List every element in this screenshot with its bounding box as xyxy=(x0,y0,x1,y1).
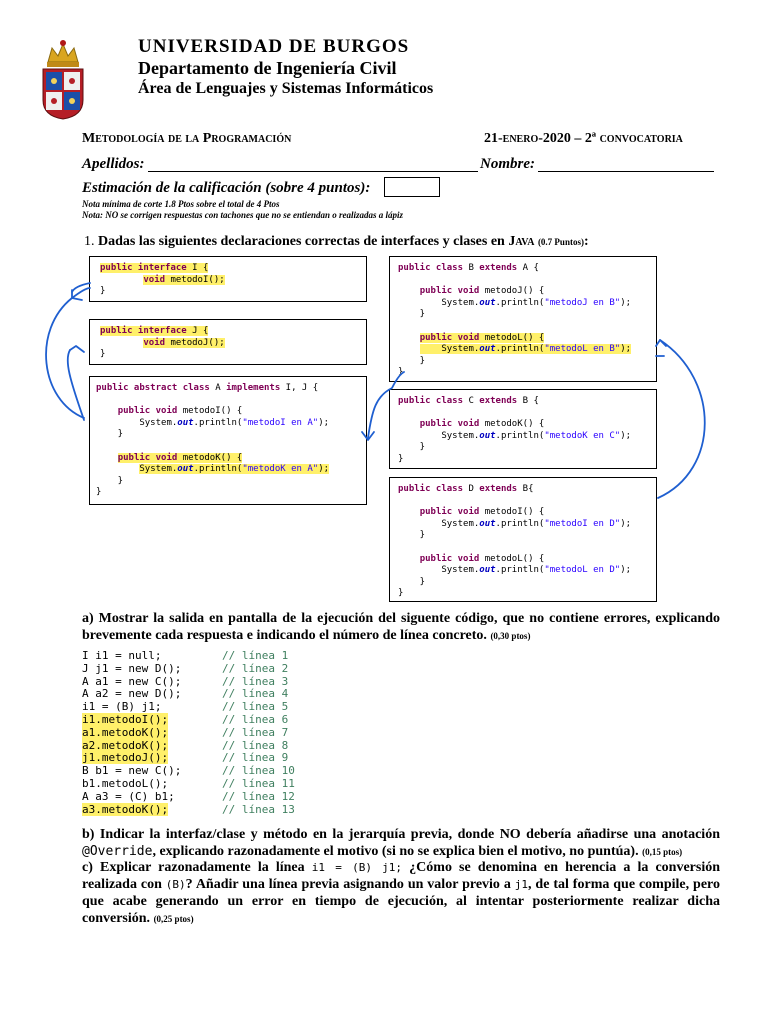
listing-line-1: I i1 = null; // línea 1 xyxy=(82,649,289,662)
listing-line-12: A a3 = (C) b1; // línea 12 xyxy=(82,789,295,803)
exam-date: 21-enero-2020 – 2ª convocatoria xyxy=(484,131,683,146)
listing-line-5: i1 = (B) j1; // línea 5 xyxy=(82,700,289,714)
part-c-statement: c) Explicar razonadamente la línea i1 = (B) j1; ¿Cómo se denomina en herencia a la conversión realizada con (B)? Añadir una línea previa asignando un valor previo a j1, de tal forma que compile, pero que acabe generando un error en tiempo de ejecución, al intentar posteriormente realizar dicha conversión. (0,25 ptos) xyxy=(82,860,721,926)
subject-title: Metodología de la Programación xyxy=(82,131,292,146)
part-b-statement: b) Indicar la interfaz/clase y método en la jerarquía previa, donde NO debería añadirse una anotación @Override, explicando razonadamente el motivo (si no se explica bien el motivo, no puntúa). (0,15 ptos) xyxy=(82,827,720,859)
code-box-interface-i: public interface I { void metodoI(); } xyxy=(89,256,367,302)
code-listing xyxy=(82,650,295,816)
code-box-class-b: public class B extends A { public void metodoJ() { System.out.println("metodoJ en B"); } public void metodoL() { System.out.println("metodoL en B"); } } xyxy=(389,256,657,382)
question-text: Dadas las siguientes declaraciones correctas de interfaces y clases en xyxy=(98,234,505,249)
listing-line-13: a3.metodoK(); // línea 13 xyxy=(82,802,295,816)
code-box-class-c: public class C extends B { public void metodoK() { System.out.println("metodoK en C"); } } xyxy=(389,389,657,469)
question-1-statement: 1. Dadas las siguientes declaraciones correctas de interfaces y clases en Java (0.7 Puntos): xyxy=(84,234,589,249)
department-name: Departamento de Ingeniería Civil xyxy=(138,58,397,78)
question-points: (0.7 Puntos) xyxy=(537,237,584,247)
listing-line-11: b1.metodoL(); // línea 11 xyxy=(82,776,295,790)
code-box-class-a: public abstract class A implements I, J { public void metodoI() { System.out.println("metodoI en A"); } public void metodoK() { System.out.println("metodoK en A"); } } xyxy=(89,376,367,505)
note-tachones: Nota: NO se corrigen respuestas con tachones que no se entiendan o realizadas a lápiz xyxy=(82,210,404,220)
question-number: 1. xyxy=(84,234,95,249)
listing-line-2: J j1 = new D(); // línea 2 xyxy=(82,661,289,675)
java-word: Java xyxy=(508,234,535,249)
listing-line-8: a2.metodoK(); // línea 8 xyxy=(82,738,289,752)
area-name: Área de Lenguajes y Sistemas Informáticos xyxy=(138,80,434,97)
listing-line-4: A a2 = new D(); // línea 4 xyxy=(82,687,289,701)
note-min: Nota mínima de corte 1.8 Ptos sobre el total de 4 Ptos xyxy=(82,199,280,209)
nombre-label: Nombre: xyxy=(480,156,535,172)
listing-line-10: B b1 = new C(); // línea 10 xyxy=(82,764,295,778)
listing-line-7: a1.metodoK(); // línea 7 xyxy=(82,725,289,739)
listing-line-6: i1.metodoI(); // línea 6 xyxy=(82,712,289,726)
university-name: UNIVERSIDAD DE BURGOS xyxy=(138,36,410,57)
listing-line-9: j1.metodoJ(); // línea 9 xyxy=(82,751,289,765)
code-box-interface-j: public interface J { void metodoJ(); } xyxy=(89,319,367,365)
apellidos-label: Apellidos: xyxy=(82,156,145,172)
code-box-class-d: public class D extends B{ public void metodoI() { System.out.println("metodoI en D"); } public void metodoL() { System.out.println("metodoL en D"); } } xyxy=(389,477,657,602)
estimacion-label: Estimación de la calificación (sobre 4 puntos): xyxy=(82,180,371,196)
listing-line-3: A a1 = new C(); // línea 3 xyxy=(82,674,289,688)
part-a-statement: a) Mostrar la salida en pantalla de la ejecución del siguente código, que no contiene errores, explicando brevemente cada respuesta e indicando el número de línea concreto. (0,30 ptos) xyxy=(82,611,720,643)
